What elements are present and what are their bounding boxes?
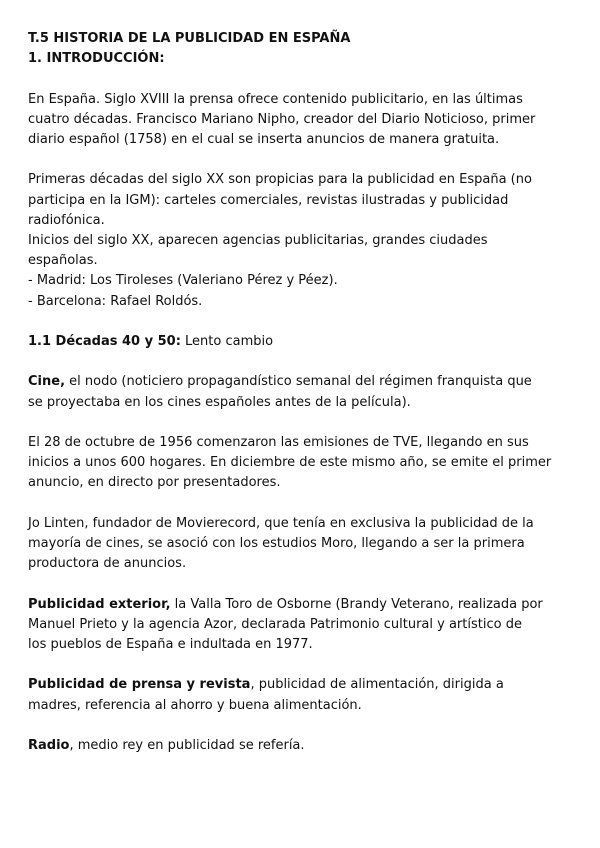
paragraph-line: En España. Siglo XVIII la prensa ofrece contenido publicitario, en las últimas — [28, 91, 523, 107]
paragraph-gap — [28, 312, 576, 332]
paragraph-exterior — [28, 595, 576, 656]
paragraph-text: , publicidad de alimentación, dirigida a — [250, 677, 504, 693]
paragraph-line: anuncio, en directo por presentadores. — [28, 475, 281, 491]
paragraph-line: cuatro décadas. Francisco Mariano Nipho, creador del Diario Noticioso, primer — [28, 111, 536, 127]
paragraph-linten — [28, 514, 576, 575]
paragraph-gap — [28, 69, 576, 89]
section-heading-text: Lento cambio — [180, 334, 274, 349]
list-item-madrid: - Madrid: Los Tiroleses (Valeriano Pérez y Péez). — [28, 273, 338, 289]
document-title: T.5 HISTORIA DE LA PUBLICIDAD EN ESPAÑA — [28, 31, 351, 46]
paragraph-line: diario español (1758) en el cual se inserta anuncios de manera gratuita. — [28, 132, 500, 147]
section-heading-decadas — [28, 332, 576, 352]
paragraph-line: mayoría de cines, se asoció con los estudios Moro, llegando a ser la primera — [28, 535, 525, 551]
section-heading-bold: 1.1 Décadas 40 y 50: — [28, 334, 181, 349]
paragraph-text: el nodo (noticiero propagandístico semanal del régimen franquista que — [65, 374, 532, 390]
paragraph-line: los pueblos de España e indultada en 1977. — [28, 636, 313, 652]
term-cine: Cine, — [28, 374, 66, 390]
paragraph-gap — [28, 150, 576, 170]
term-radio: Radio — [28, 737, 70, 753]
paragraph-line — [28, 595, 576, 615]
paragraph-text: la Valla Toro de Osborne (Brandy Veterano, realizada por — [170, 596, 543, 612]
paragraph-line — [28, 736, 576, 756]
paragraph-gap — [28, 716, 576, 736]
paragraph-line: El 28 de octubre de 1956 comenzaron las emisiones de TVE, llegando en sus — [28, 434, 529, 450]
paragraph-gap — [28, 494, 576, 514]
paragraph-prensa — [28, 675, 576, 715]
paragraph-gap — [28, 655, 576, 675]
paragraph-siglo-xx — [28, 170, 576, 311]
paragraph-line: radiofónica. — [28, 212, 105, 228]
paragraph-line: madres, referencia al ahorro y buena alimentación. — [28, 697, 362, 713]
paragraph-line: Manuel Prieto y la agencia Azor, declarada Patrimonio cultural y artístico de — [28, 616, 522, 632]
paragraph-line: participa en la IGM): carteles comerciales, revistas ilustradas y publicidad — [28, 192, 509, 208]
paragraph-line — [28, 675, 576, 695]
paragraph-line: Primeras décadas del siglo XX son propicias para la publicidad en España (no — [28, 172, 532, 188]
paragraph-line: españolas. — [28, 253, 98, 269]
document-page — [28, 29, 576, 756]
paragraph-radio — [28, 736, 576, 756]
paragraph-gap — [28, 352, 576, 372]
paragraph-line: inicios a unos 600 hogares. En diciembre de este mismo año, se emite el primer — [28, 455, 552, 471]
paragraph-line: productora de anuncios. — [28, 556, 187, 572]
paragraph-siglo-xviii — [28, 90, 576, 151]
paragraph-line: Inicios del siglo XX, aparecen agencias publicitarias, grandes ciudades — [28, 233, 488, 248]
term-publicidad-exterior: Publicidad exterior, — [28, 596, 171, 612]
paragraph-text: , medio rey en publicidad se refería. — [69, 737, 305, 753]
section-heading-introduccion: 1. INTRODUCCIÓN: — [28, 51, 165, 67]
paragraph-cine — [28, 372, 576, 412]
paragraph-tve — [28, 433, 576, 494]
paragraph-line: se proyectaba en los cines españoles antes de la película). — [28, 394, 411, 410]
list-item-barcelona: - Barcelona: Rafael Roldós. — [28, 293, 203, 309]
term-publicidad-prensa: Publicidad de prensa y revista — [28, 677, 251, 693]
paragraph-gap — [28, 413, 576, 433]
paragraph-line — [28, 372, 576, 392]
paragraph-gap — [28, 574, 576, 594]
paragraph-line: Jo Linten, fundador de Movierecord, que tenía en exclusiva la publicidad de la — [28, 515, 534, 531]
